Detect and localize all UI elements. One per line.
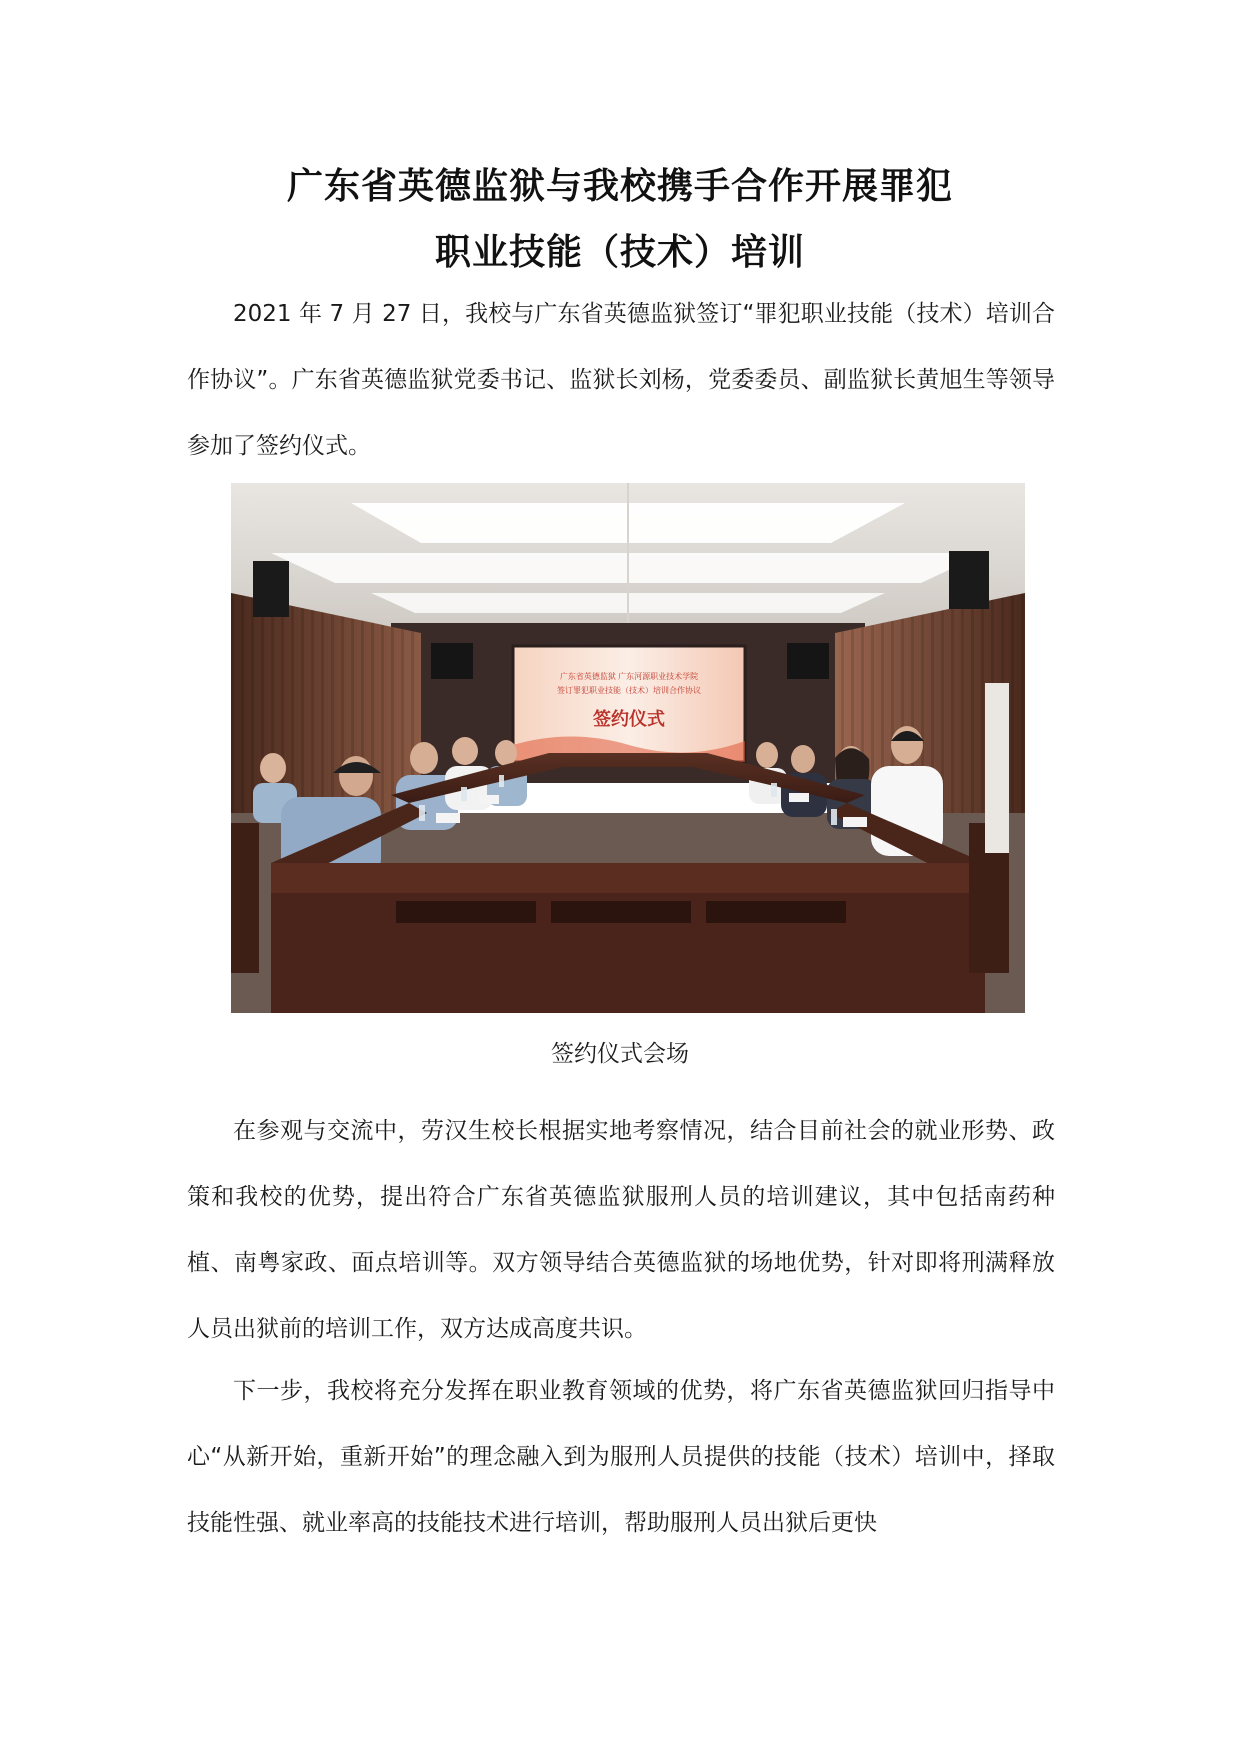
screen-title: 签约仪式 (593, 709, 665, 729)
screen-line-1: 广东省英德监狱 广东河源职业技术学院 (559, 672, 699, 681)
paragraph-3: 下一步，我校将充分发挥在职业教育领域的优势，将广东省英德监狱回归指导中心“从新开始，重新开始”的理念融入到为服刑人员提供的技能（技术）培训中，择取技能性强、就业率高的技能技术进行培训，帮助服刑人员出狱后更快 (187, 1378, 1055, 1536)
paragraph-2: 在参观与交流中，劳汉生校长根据实地考察情况，结合目前社会的就业形势、政策和我校的优势，提出符合广东省英德监狱服刑人员的培训建议，其中包括南药种植、南粤家政、面点培训等。双方领导结合英德监狱的场地优势，针对即将刑满释放人员出狱前的培训工作，双方达成高度共识。 (187, 1118, 1055, 1342)
photo-caption: 签约仪式会场 (551, 1041, 689, 1067)
signing-ceremony-photo (231, 483, 1025, 1013)
screen-line-2: 签订罪犯职业技能（技术）培训合作协议 (557, 686, 701, 695)
document-title-line-1: 广东省英德监狱与我校携手合作开展罪犯 (286, 165, 953, 207)
paragraph-1: 2021 年 7 月 27 日，我校与广东省英德监狱签订“罪犯职业技能（技术）培训合作协议”。广东省英德监狱党委书记、监狱长刘杨，党委委员、副监狱长黄旭生等领导参加了签约仪式。 (187, 301, 1055, 459)
document-title-line-2: 职业技能（技术）培训 (434, 231, 805, 273)
